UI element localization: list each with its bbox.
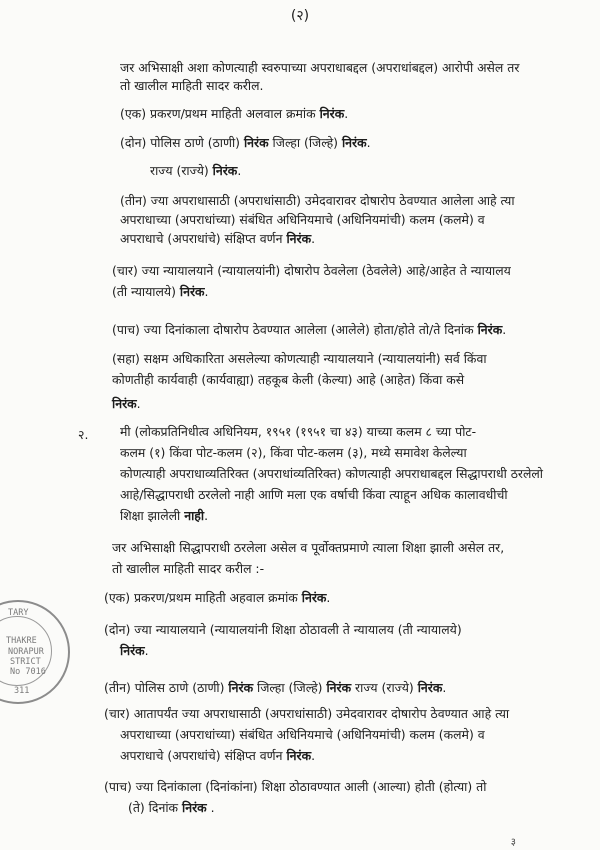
line-segment: (एक) प्रकरण/प्रथम माहिती अलवाल क्रमांक: [120, 106, 320, 121]
text-line: [120, 510, 208, 522]
line-segment: .: [204, 508, 209, 523]
line-segment: (दोन) ज्या न्यायालयाने (न्यायालयांनी शिक्षा ठोठावली ते न्यायालय (ती न्यायालये): [104, 622, 462, 637]
line-segment: तो खालील माहिती सादर करील.: [120, 78, 264, 93]
bold-value: निरंक: [179, 284, 205, 299]
text-line: [120, 468, 543, 480]
line-segment: अपराधाच्या (अपराधांच्या) संबंधित अधिनियमाचे (अधिनियमांची) कलम (कलमे) व: [120, 212, 485, 227]
text-line: [112, 353, 487, 365]
text-line: [120, 108, 348, 120]
line-segment: (चार) ज्या न्यायालयाने (न्यायालयांनी) दोषारोप ठेवलेला (ठेवलेले) आहे/आहेत ते न्यायालय: [112, 263, 511, 278]
text-line: [112, 563, 264, 575]
line-segment: .: [311, 231, 316, 246]
text-line: [150, 165, 241, 177]
bold-value: नाही: [184, 508, 205, 523]
line-segment: (एक) प्रकरण/प्रथम माहिती अहवाल क्रमांक: [104, 590, 302, 605]
line-segment: जिल्हा (जिल्हे): [268, 135, 342, 150]
line-segment: (सहा) सक्षम अधिकारिता असलेल्या कोणत्याही न्यायालयाने (न्यायालयांनी) सर्व किंवा: [112, 351, 487, 366]
text-line: [104, 624, 462, 636]
line-segment: .: [136, 396, 141, 411]
bold-value: निरंक: [477, 322, 503, 337]
text-line: [104, 708, 509, 720]
line-segment: मी (लोकप्रतिनिधीत्व अधिनियम, १९५१ (१९५१ चा ४३) याच्या कलम ८ च्या पोट-: [120, 424, 477, 439]
bold-value: निरंक: [112, 396, 137, 411]
line-segment: .: [442, 680, 447, 695]
line-segment: .: [311, 748, 316, 763]
stamp-text-district: STRICT: [10, 657, 41, 667]
line-segment: .: [326, 590, 331, 605]
page-number: (२): [290, 8, 310, 24]
stamp-text-top: TARY: [8, 608, 29, 618]
line-segment: (तीन) पोलिस ठाणे (ठाणी): [104, 680, 229, 695]
line-segment: तो खालील माहिती सादर करील :-: [112, 561, 265, 576]
line-segment: राज्य (राज्ये): [150, 163, 213, 178]
text-line: [128, 802, 215, 814]
line-segment: (ती न्यायालये): [112, 284, 180, 299]
line-segment: .: [366, 135, 371, 150]
text-line: [112, 398, 141, 410]
stamp-text-name: THAKRE: [6, 636, 37, 646]
corner-mark: ३: [510, 837, 516, 848]
line-segment: (चार) आतापर्यंत ज्या अपराधासाठी (अपराधांसाठी) उमेदवारावर दोषारोप ठेवण्यात आहे त्या: [104, 706, 510, 721]
line-segment: कोणतीही कार्यवाही (कार्यवाह्या) तहकूब केली (केल्या) आहे (आहेत) किंवा कसे: [112, 372, 465, 387]
text-line: [120, 426, 476, 438]
stamp-text-bottom: 311: [14, 686, 30, 696]
text-line: [112, 286, 208, 298]
bold-value: निरंक: [286, 748, 312, 763]
line-segment: (पाच) ज्या दिनांकाला दोषारोप ठेवण्यात आलेला (आलेले) होता/होते तो/ते दिनांक: [112, 322, 478, 337]
line-segment: .: [237, 163, 242, 178]
text-line: [112, 542, 504, 554]
bold-value: निरंक: [326, 680, 352, 695]
text-line: [104, 592, 330, 604]
line-segment: (पाच) ज्या दिनांकाला (दिनांकांना) शिक्षा ठोठावण्यात आली (आल्या) होती (होत्या) तो: [104, 779, 487, 794]
bold-value: निरंक: [301, 590, 327, 605]
line-segment: .: [204, 284, 209, 299]
text-line: [120, 645, 149, 657]
bold-value: निरंक: [182, 800, 207, 815]
line-segment: अपराधाचे (अपराधांचे) संक्षिप्त वर्णन: [120, 748, 287, 763]
stamp-text-place: NORAPUR: [8, 647, 44, 657]
line-segment: अपराधाचे (अपराधांचे) संक्षिप्त वर्णन: [120, 231, 287, 246]
line-segment: .: [144, 643, 149, 658]
line-segment: (दोन) पोलिस ठाणे (ठाणी): [120, 135, 244, 150]
text-line: [112, 324, 506, 336]
text-line: [120, 62, 519, 74]
section-number: २.: [78, 427, 89, 442]
text-line: [120, 214, 485, 226]
text-line: [120, 233, 315, 245]
text-line: [120, 750, 315, 762]
line-segment: जिल्हा (जिल्हे): [253, 680, 327, 695]
bold-value: निरंक: [286, 231, 312, 246]
text-line: [112, 265, 511, 277]
line-segment: जर अभिसाक्षी अशा कोणत्याही स्वरुपाच्या अपराधाबद्दल (अपराधांबद्दल) आरोपी असेल तर: [120, 60, 520, 75]
text-line: [120, 729, 485, 741]
bold-value: निरंक: [417, 680, 443, 695]
line-segment: राज्य (राज्ये): [351, 680, 418, 695]
text-line: [120, 447, 467, 459]
bold-value: निरंक: [212, 163, 238, 178]
text-line: [104, 682, 446, 694]
bold-value: निरंक: [319, 106, 345, 121]
text-line: [120, 137, 371, 149]
line-segment: .: [502, 322, 507, 337]
line-segment: कोणत्याही अपराधाव्यतिरिक्त (अपराधांव्यतिरिक्त) कोणत्याही अपराधाबद्दल सिद्धापराधी ठरलेलो: [120, 466, 543, 481]
bold-value: निरंक: [243, 135, 269, 150]
line-segment: (तीन) ज्या अपराधासाठी (अपराधांसाठी) उमेदवारावर दोषारोप ठेवण्यात आलेला आहे त्या: [120, 193, 515, 208]
line-segment: शिक्षा झालेली: [120, 508, 185, 523]
line-segment: आहे/सिद्धापराधी ठरलेलो नाही आणि मला एक वर्षाची किंवा त्याहून अधिक कालावधीची: [120, 487, 508, 502]
text-line: [104, 781, 486, 793]
line-segment: कलम (१) किंवा पोट-कलम (२), किंवा पोट-कलम (३), मध्ये समावेश केलेल्या: [120, 445, 467, 460]
stamp-text-reg: No 7016: [10, 667, 46, 677]
line-segment: .: [344, 106, 349, 121]
text-line: [120, 80, 263, 92]
bold-value: निरंक: [341, 135, 367, 150]
line-segment: .: [206, 800, 215, 815]
bold-value: निरंक: [228, 680, 254, 695]
line-segment: जर अभिसाक्षी सिद्धापराधी ठरलेला असेल व पूर्वोक्तप्रमाणे त्याला शिक्षा झाली असेल तर,: [112, 540, 505, 555]
line-segment: (ते) दिनांक: [128, 800, 182, 815]
notary-stamp: [0, 600, 70, 704]
bold-value: निरंक: [120, 643, 145, 658]
text-line: [120, 195, 515, 207]
line-segment: अपराधाच्या (अपराधांच्या) संबंधित अधिनियमाचे (अधिनियमांची) कलम (कलमे) व: [120, 727, 485, 742]
text-line: [120, 489, 508, 501]
text-line: [112, 374, 464, 386]
